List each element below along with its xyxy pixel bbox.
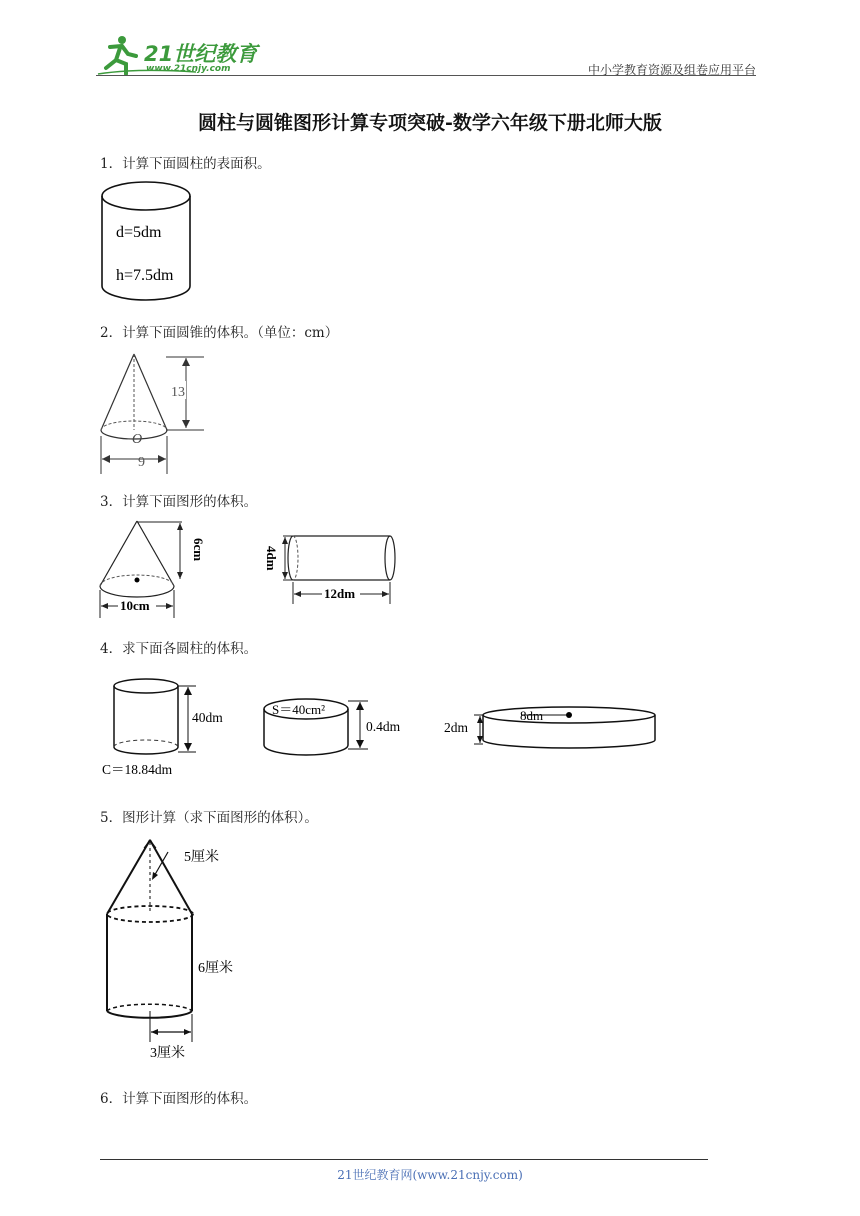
- q3-figures: [96, 516, 416, 622]
- q3-cylinder-diameter-label: 4dm: [264, 546, 279, 571]
- question-2: 2．计算下面圆锥的体积。（单位：cm）: [100, 325, 339, 341]
- question-1: 1．计算下面圆柱的表面积。: [100, 156, 271, 172]
- footer-divider: [100, 1159, 708, 1160]
- q4-cylinder3-diameter-label: 8dm: [520, 708, 544, 723]
- logo-url: www.21cnjy.com: [146, 64, 231, 74]
- q2-center-label: O: [132, 432, 143, 447]
- q4-cylinder2-area-label: S＝40cm²: [272, 702, 326, 717]
- q5-composite-figure: [100, 834, 260, 1064]
- q2-cone-figure: [96, 348, 212, 474]
- q4-cylinder1-height-label: 40dm: [192, 710, 223, 725]
- question-3: 3．计算下面图形的体积。: [100, 494, 258, 510]
- header-divider: [96, 75, 756, 76]
- q4-cylinder1-circumference-label: C＝18.84dm: [102, 762, 173, 777]
- q5-cylinder-height-label: 6厘米: [198, 961, 233, 976]
- q2-diameter-label: 9: [138, 455, 145, 470]
- page-title: 圆柱与圆锥图形计算专项突破-数学六年级下册北师大版: [198, 112, 662, 134]
- q1-height-label: h=7.5dm: [116, 267, 174, 284]
- q3-cylinder-length-label: 12dm: [324, 586, 356, 601]
- q5-cone-height-label: 5厘米: [184, 850, 219, 865]
- q1-cylinder-figure: [98, 178, 194, 308]
- q3-cone-diameter-label: 10cm: [120, 598, 150, 613]
- q1-diameter-label: d=5dm: [116, 224, 162, 241]
- header-platform-text: 中小学教育资源及组卷应用平台: [587, 63, 756, 77]
- logo-title: 21世纪教育: [144, 42, 258, 66]
- q4-cylinder3-height-label: 2dm: [444, 720, 469, 735]
- q2-height-label: 13: [171, 385, 185, 400]
- q3-cone-height-label: 6cm: [191, 538, 206, 562]
- q5-radius-label: 3厘米: [150, 1046, 185, 1061]
- question-4: 4．求下面各圆柱的体积。: [100, 641, 258, 657]
- q4-figures: [98, 672, 664, 782]
- q4-cylinder2-height-label: 0.4dm: [366, 719, 401, 734]
- logo: [96, 34, 266, 76]
- footer-link[interactable]: 21世纪教育网(www.21cnjy.com): [337, 1168, 523, 1182]
- question-6: 6．计算下面图形的体积。: [100, 1091, 258, 1107]
- question-5: 5．图形计算（求下面图形的体积）。: [100, 810, 318, 826]
